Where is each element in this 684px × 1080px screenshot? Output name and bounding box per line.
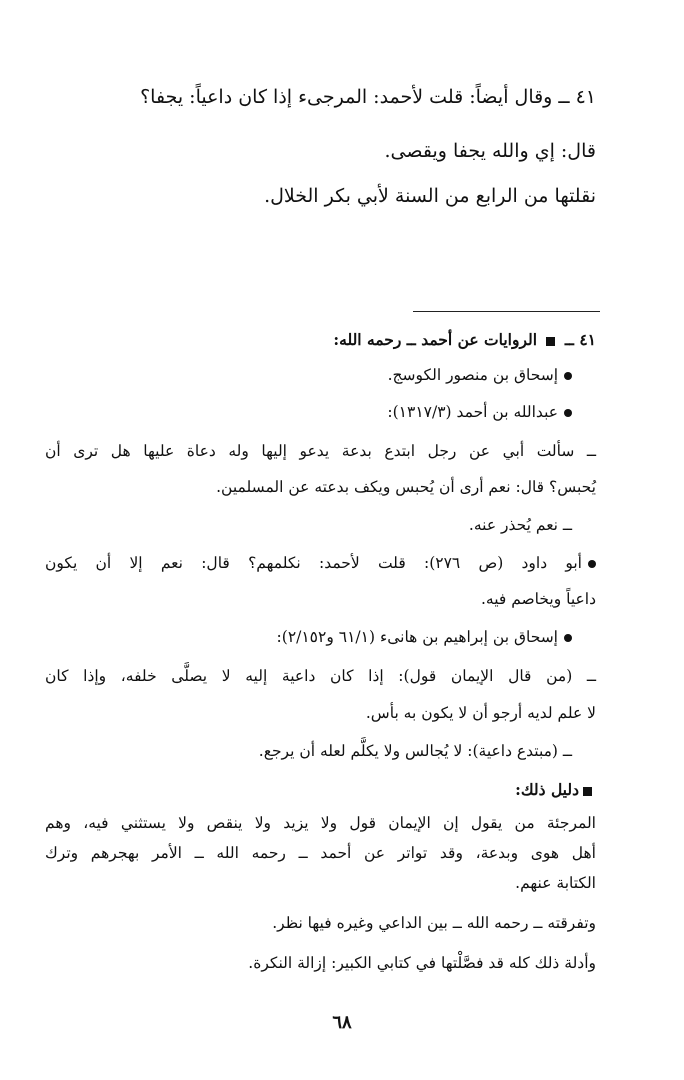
- bullet-icon: [588, 560, 596, 568]
- bullet-icon: [564, 634, 572, 642]
- narrator-item: [277, 628, 572, 646]
- evidence-line: المرجئة من يقول إن الإيمان قول ولا يزيد ولا ينقص ولا يستثني فيه، وهم: [45, 814, 596, 832]
- evidence-line: الكتابة عنهم.: [515, 874, 596, 892]
- quote-line: ــ سألت أبي عن رجل ابتدع بدعة يدعو إليها وله دعاة عليها هل ترى أن: [45, 442, 596, 460]
- main-text-line-1: ٤١ ــ وقال أيضاً: قلت لأحمد: المرجىء إذا كان داعياً: يجفا؟: [140, 86, 596, 108]
- bullet-icon: [564, 409, 572, 417]
- evidence-line: وأدلة ذلك كله قد فصَّلْتها في كتابي الكبير: إزالة النكرة.: [248, 954, 596, 972]
- evidence-heading-text: دليل ذلك:: [515, 780, 579, 799]
- quote-line: ــ نعم يُحذر عنه.: [468, 516, 572, 534]
- quote-line: داعياً ويخاصم فيه.: [480, 590, 596, 608]
- narrator-text: أبو داود (ص ٢٧٦): قلت لأحمد: نكلمهم؟ قال: نعم إلا أن يكون: [45, 554, 582, 572]
- main-text-line-2: قال: إي والله يجفا ويقصى.: [384, 140, 596, 162]
- quote-line: ــ (مبتدع داعية): لا يُجالس ولا يكلَّم لعله أن يرجع.: [258, 742, 572, 760]
- main-text-line-3: نقلتها من الرابع من السنة لأبي بكر الخلال.: [264, 185, 596, 207]
- square-marker-icon: [583, 787, 592, 796]
- footnote-heading: [333, 330, 596, 349]
- footnote-separator: [413, 311, 600, 312]
- evidence-line: أهل هوى وبدعة، وقد تواتر عن أحمد ــ رحمه الله ــ الأمر بهجرهم وترك: [45, 844, 596, 862]
- narrator-text: عبدالله بن أحمد (١٣١٧/٣):: [387, 403, 558, 421]
- quote-line: لا علم لديه أرجو أن لا يكون به بأس.: [365, 704, 596, 722]
- narrator-item: [45, 554, 596, 572]
- square-marker-icon: [546, 337, 555, 346]
- footnote-heading-text: الروايات عن أحمد ــ رحمه الله:: [333, 330, 538, 349]
- page-number: ٦٨: [332, 1012, 352, 1033]
- bullet-icon: [564, 372, 572, 380]
- evidence-heading: [515, 780, 596, 799]
- narrator-item: [388, 366, 572, 384]
- narrator-text: إسحاق بن إبراهيم بن هانىء (٦١/١ و٢/١٥٢):: [276, 628, 558, 646]
- evidence-line: وتفرقته ــ رحمه الله ــ بين الداعي وغيره فيها نظر.: [272, 914, 596, 932]
- narrator-text: إسحاق بن منصور الكوسج.: [387, 366, 558, 384]
- quote-line: ــ (من قال الإيمان قول): إذا كان داعية إليه لا يصلَّى خلفه، وإذا كان: [45, 667, 596, 685]
- footnote-number: ٤١ ــ: [564, 330, 596, 349]
- quote-line: يُحبس؟ قال: نعم أرى أن يُحبس ويكف بدعته عن المسلمين.: [216, 478, 596, 496]
- narrator-item: [387, 403, 572, 421]
